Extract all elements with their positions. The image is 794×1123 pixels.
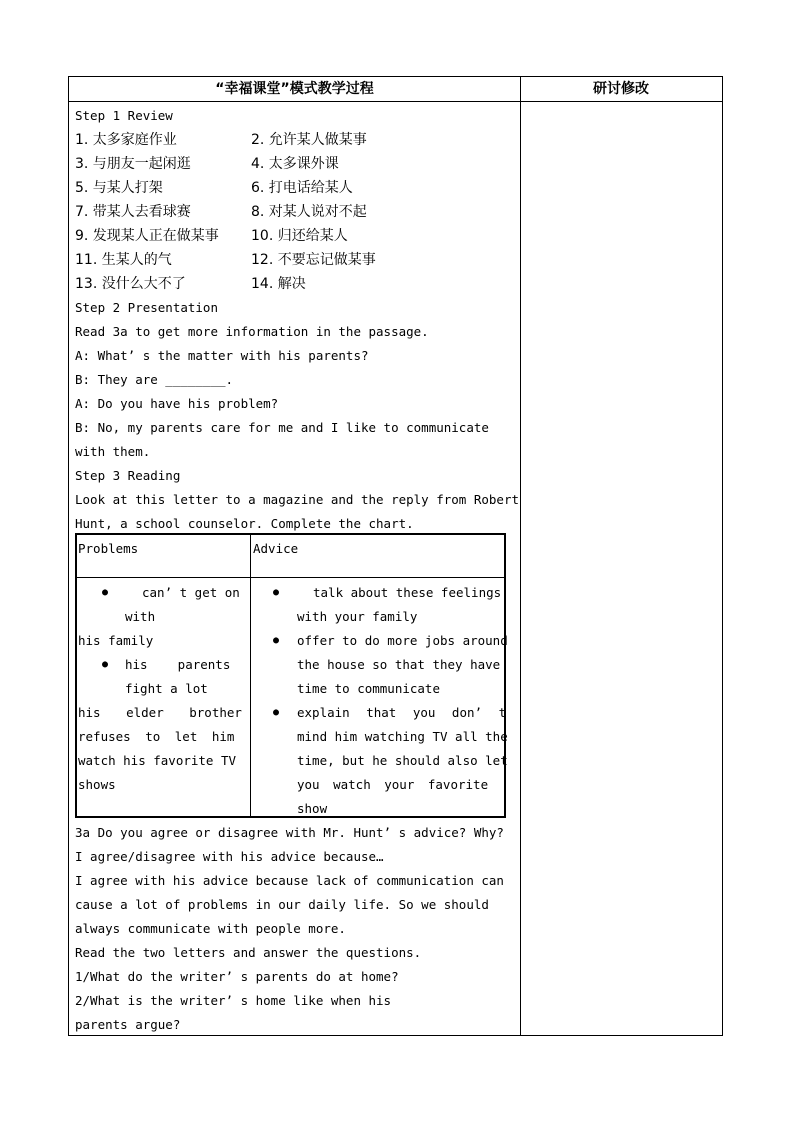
review-item: 7. 带某人去看球赛 xyxy=(75,204,191,220)
bullet-icon: ● xyxy=(102,587,109,598)
problem-line: his family xyxy=(78,633,154,648)
advice-line: ● offer to do more jobs around xyxy=(251,629,503,653)
problem-line: his elder brother xyxy=(78,705,242,720)
problem-line: shows xyxy=(78,777,116,792)
dialog-line: with them. xyxy=(75,444,151,459)
review-row xyxy=(75,248,513,272)
review-item: 1. 太多家庭作业 xyxy=(75,132,177,148)
dialog-line: A: What’ s the matter with his parents? xyxy=(75,348,369,363)
bullet-icon: ● xyxy=(273,635,280,646)
dialog-line: B: No, my parents care for me and I like to communicate xyxy=(75,420,489,435)
step3-title: Step 3 Reading xyxy=(75,468,181,483)
step3-instruction: Look at this letter to a magazine and the reply from Robert xyxy=(75,492,520,507)
problem-line: refuses to let him xyxy=(78,729,235,744)
advice-header: Advice xyxy=(253,541,299,556)
review-item: 13. 没什么大不了 xyxy=(75,276,186,292)
review-item: 14. 解决 xyxy=(251,276,306,292)
question-line: 2/What is the writer’ s home like when his xyxy=(75,993,392,1008)
column-divider xyxy=(520,77,521,1035)
step3-instruction: Hunt, a school counselor. Complete the chart. xyxy=(75,516,414,531)
problem-line: fight a lot xyxy=(125,681,208,696)
review-item: 2. 允许某人做某事 xyxy=(251,132,367,148)
review-row xyxy=(75,176,513,200)
bullet-icon: ● xyxy=(273,707,280,718)
advice-line: mind him watching TV all the xyxy=(297,729,508,744)
dialog-line: A: Do you have his problem? xyxy=(75,396,279,411)
review-item: 6. 打电话给某人 xyxy=(251,180,353,196)
problem-line: watch his favorite TV xyxy=(78,753,237,768)
process-column-header: “幸福课堂”模式教学过程 xyxy=(69,77,520,102)
advice-line: time, but he should also let xyxy=(297,753,508,768)
advice-line: ● explain that you don’ t xyxy=(251,701,503,725)
question-line: parents argue? xyxy=(75,1017,181,1032)
review-row xyxy=(75,224,513,248)
review-row xyxy=(75,200,513,224)
sample-answer-line: cause a lot of problems in our daily life. So we should xyxy=(75,897,489,912)
step2-title: Step 2 Presentation xyxy=(75,300,218,315)
review-item: 3. 与朋友一起闲逛 xyxy=(75,156,191,172)
review-item: 9. 发现某人正在做某事 xyxy=(75,228,219,244)
question-line: 1/What do the writer’ s parents do at home? xyxy=(75,969,399,984)
review-row xyxy=(75,152,513,176)
advice-cell xyxy=(251,581,508,821)
sample-answer-line: always communicate with people more. xyxy=(75,921,346,936)
advice-line: show xyxy=(297,801,328,816)
advice-line: ● talk about these feelings xyxy=(251,581,503,605)
review-item: 10. 归还给某人 xyxy=(251,228,348,244)
sample-answer-line: I agree with his advice because lack of communication can xyxy=(75,873,504,888)
advice-line: time to communicate xyxy=(297,681,440,696)
advice-line: you watch your favorite xyxy=(297,777,489,792)
review-item: 5. 与某人打架 xyxy=(75,180,163,196)
review-item: 8. 对某人说对不起 xyxy=(251,204,367,220)
follow-up-content xyxy=(75,821,515,1037)
review-row xyxy=(75,128,513,152)
bullet-icon: ● xyxy=(273,587,280,598)
problems-header: Problems xyxy=(78,541,139,556)
advice-line: with your family xyxy=(297,609,418,624)
step1-title: Step 1 Review xyxy=(75,108,173,123)
problem-line: ● his parents xyxy=(78,653,248,677)
problem-line: ● can’ t get on xyxy=(78,581,248,605)
step2-instruction: Read 3a to get more information in the passage. xyxy=(75,324,429,339)
review-item: 12. 不要忘记做某事 xyxy=(251,252,376,268)
review-item: 11. 生某人的气 xyxy=(75,252,172,268)
review-row xyxy=(75,272,513,296)
problem-line: with xyxy=(125,609,156,624)
problems-cell xyxy=(78,581,248,797)
problems-advice-chart xyxy=(75,533,506,818)
revision-column-header: 研讨修改 xyxy=(520,77,722,102)
advice-line: the house so that they have xyxy=(297,657,501,672)
question-3a: 3a Do you agree or disagree with Mr. Hunt’ s advice? Why? xyxy=(75,825,504,840)
bullet-icon: ● xyxy=(102,659,109,670)
lesson-content xyxy=(75,104,520,536)
dialog-line: B: They are ________. xyxy=(75,372,234,387)
sentence-frame: I agree/disagree with his advice because… xyxy=(75,849,384,864)
chart-header-divider xyxy=(77,577,504,578)
review-item: 4. 太多课外课 xyxy=(251,156,339,172)
letters-instruction: Read the two letters and answer the questions. xyxy=(75,945,422,960)
